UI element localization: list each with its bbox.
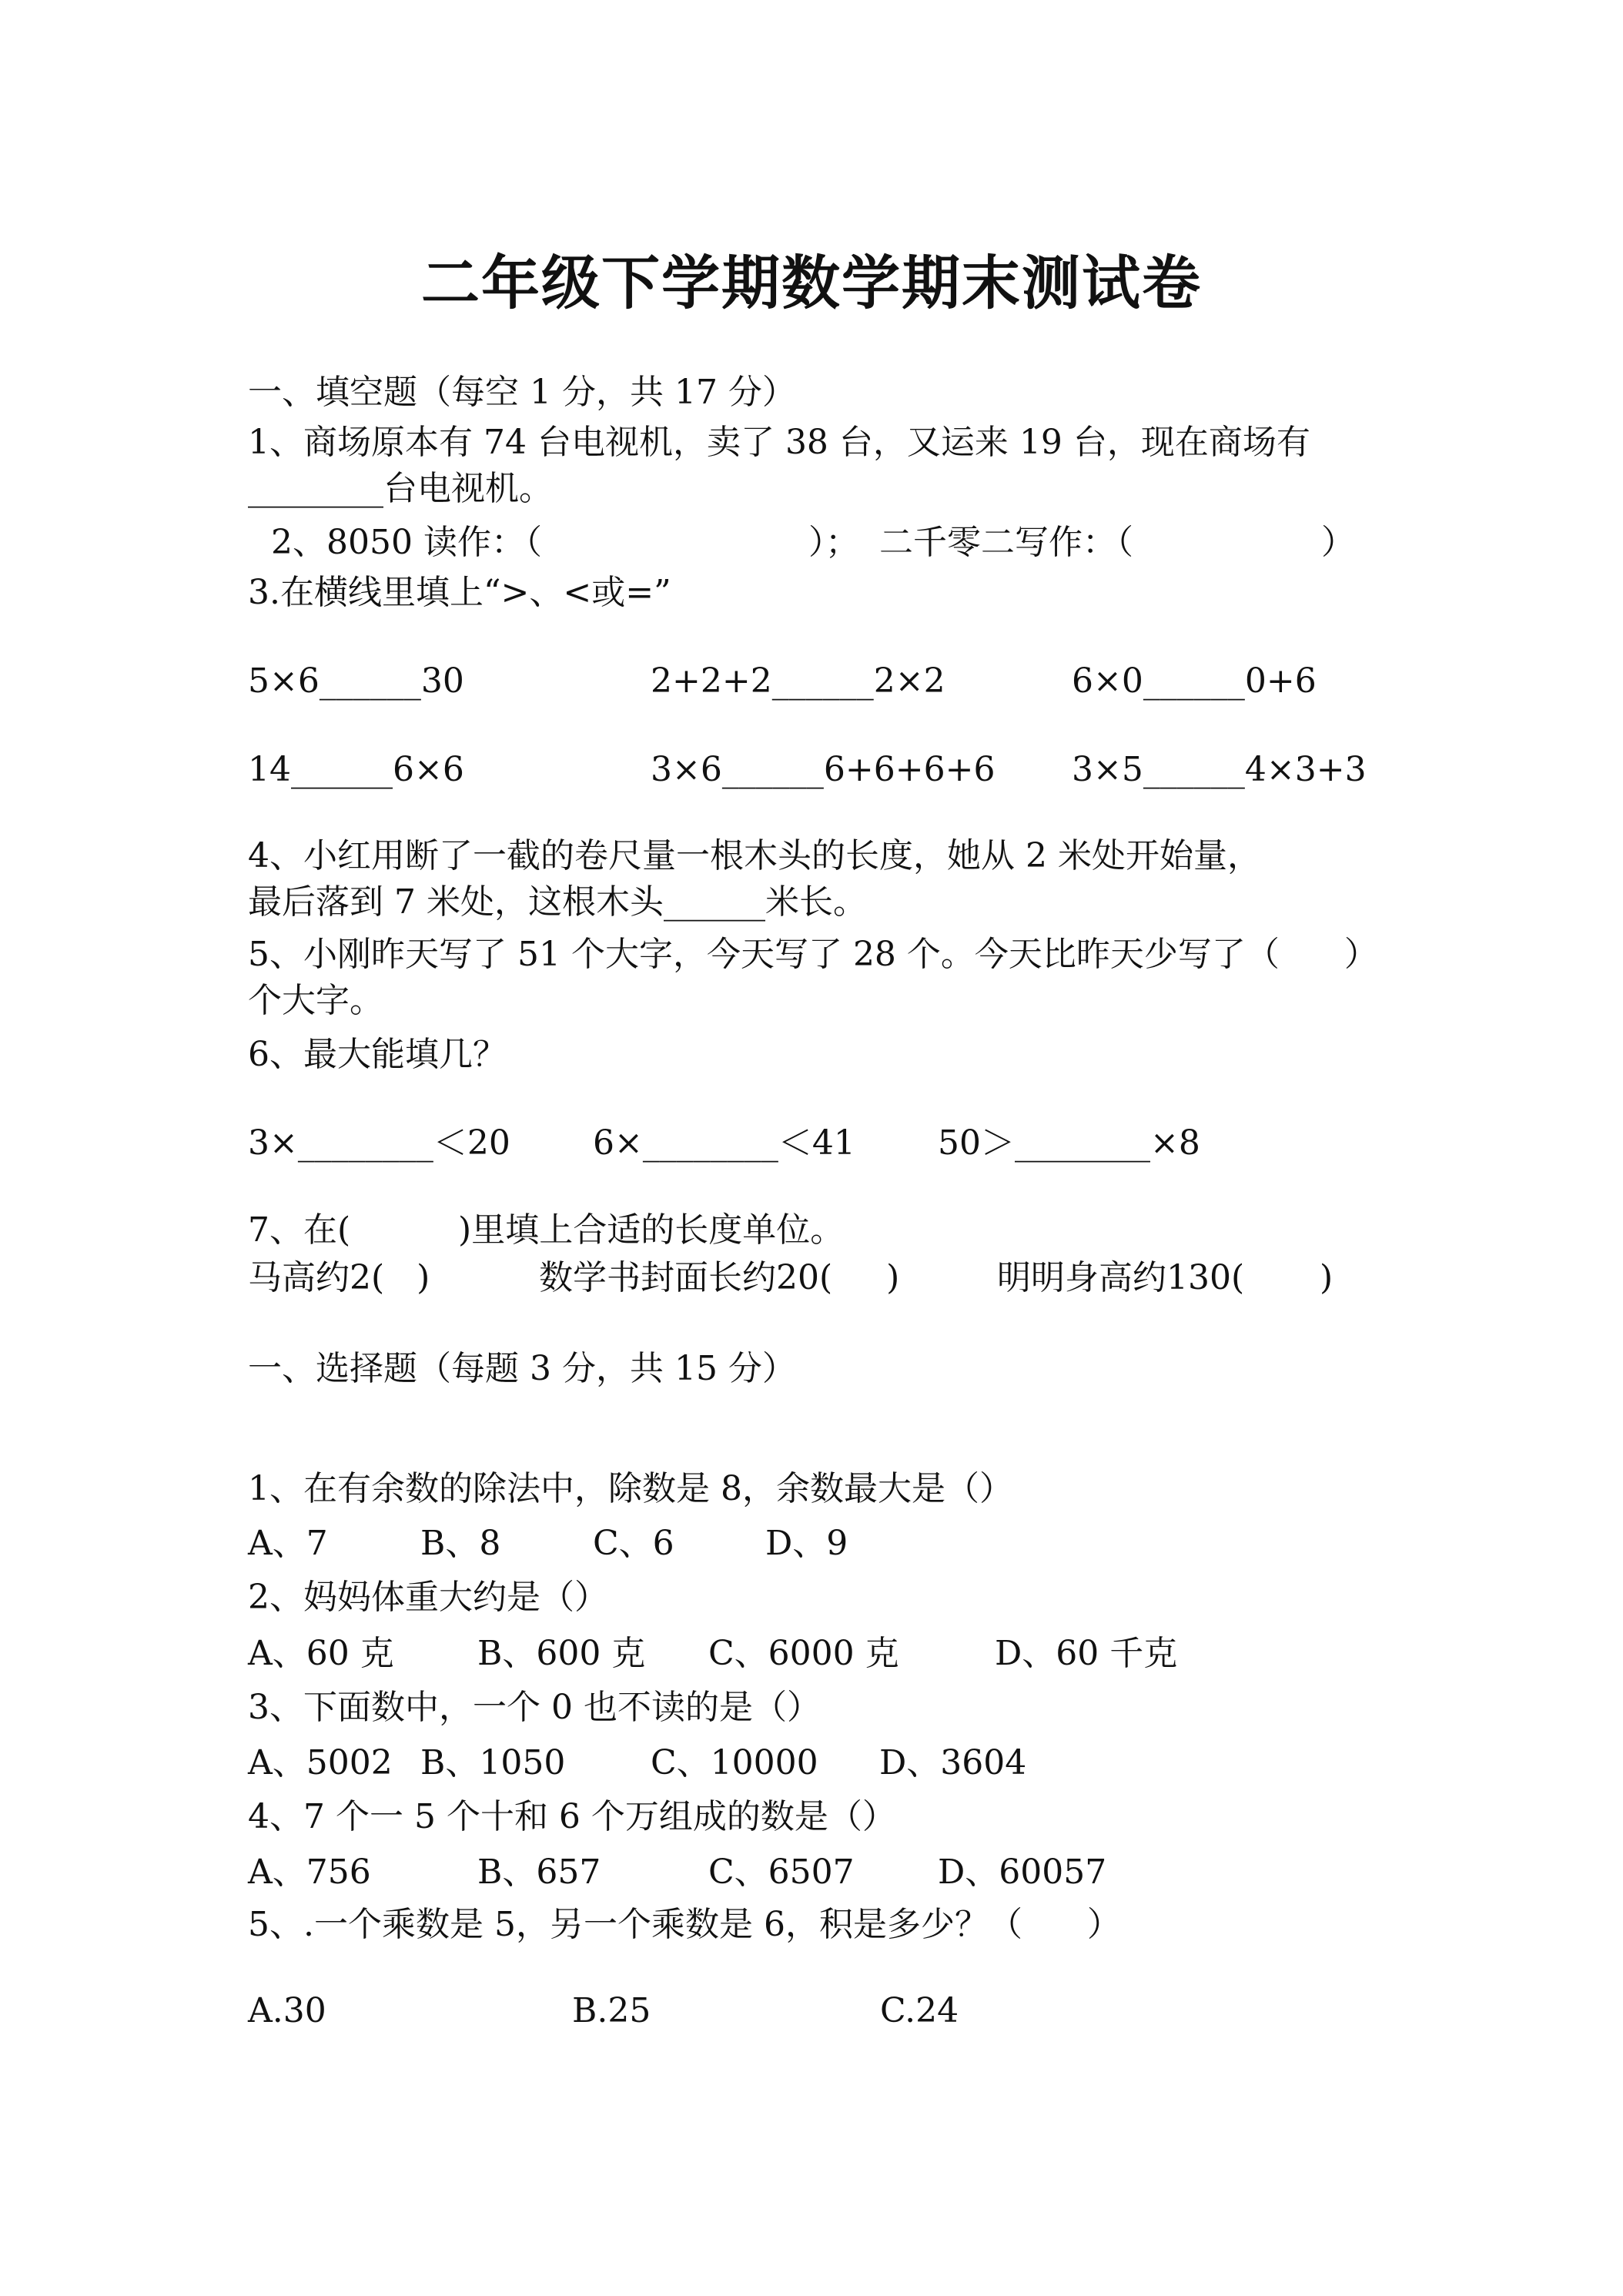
question-4-line-2: 最后落到 7 米处，这根木头______米长。 bbox=[248, 882, 867, 922]
fill-max-item: 6×________＜41 bbox=[593, 1123, 855, 1163]
choice-option: A、60 克 bbox=[248, 1634, 394, 1673]
choice-option: C、10000 bbox=[651, 1743, 818, 1782]
compare-item: 6×0______0+6 bbox=[1072, 661, 1317, 701]
fill-max-item: 3×________＜20 bbox=[248, 1123, 510, 1163]
question-2-read: 2、8050 读作：（ bbox=[271, 523, 542, 562]
question-5-line-2: 个大字。 bbox=[248, 981, 383, 1020]
question-2-read-close: ）； bbox=[808, 523, 859, 562]
compare-item: 14______6×6 bbox=[248, 750, 464, 789]
question-3: 3.在横线里填上“>、<或=” bbox=[248, 573, 671, 612]
question-6: 6、最大能填几？ bbox=[248, 1035, 507, 1074]
unit-item: 马高约2( ) bbox=[248, 1258, 430, 1297]
choice-option: B、8 bbox=[420, 1524, 501, 1563]
choice-option: B、1050 bbox=[420, 1743, 566, 1782]
question-2-write-close: ） bbox=[1321, 523, 1355, 562]
choice-question-5: 5、.一个乘数是 5，另一个乘数是 6，积是多少？（ ） bbox=[248, 1905, 1121, 1944]
compare-item: 2+2+2______2×2 bbox=[651, 661, 945, 701]
choice-option: A、756 bbox=[248, 1853, 371, 1892]
choice-option: B、600 克 bbox=[477, 1634, 646, 1673]
question-2-write: 二千零二写作：（ bbox=[879, 523, 1133, 562]
choice-question-1: 1、在有余数的除法中，除数是 8，余数最大是（） bbox=[248, 1469, 1013, 1508]
choice-option: C.24 bbox=[880, 1991, 959, 2030]
section-heading-multiple-choice: 一、选择题（每题 3 分，共 15 分） bbox=[248, 1349, 796, 1388]
question-1-line-2: ________台电视机。 bbox=[248, 469, 553, 508]
choice-option: D、9 bbox=[765, 1524, 848, 1563]
choice-option: D、3604 bbox=[879, 1743, 1027, 1782]
section-heading-fill-blank: 一、填空题（每空 1 分，共 17 分） bbox=[248, 373, 796, 412]
choice-option: C、6 bbox=[593, 1524, 674, 1563]
question-4-line-1: 4、小红用断了一截的卷尺量一根木头的长度，她从 2 米处开始量， bbox=[248, 836, 1261, 875]
choice-option: B.25 bbox=[572, 1991, 651, 2030]
choice-question-4: 4、7 个一 5 个十和 6 个万组成的数是（） bbox=[248, 1797, 896, 1836]
choice-question-2: 2、妈妈体重大约是（） bbox=[248, 1578, 608, 1617]
choice-option: C、6507 bbox=[708, 1853, 855, 1892]
page-title: 二年级下学期数学期末测试卷 bbox=[421, 249, 1202, 317]
compare-item: 3×5______4×3+3 bbox=[1072, 750, 1367, 789]
question-7: 7、在( )里填上合适的长度单位。 bbox=[248, 1210, 845, 1250]
choice-option: A、7 bbox=[248, 1524, 328, 1563]
compare-item: 5×6______30 bbox=[248, 661, 464, 701]
question-5-line-1: 5、小刚昨天写了 51 个大字，今天写了 28 个。今天比昨天少写了（ ） bbox=[248, 935, 1378, 974]
choice-option: C、6000 克 bbox=[708, 1634, 899, 1673]
choice-option: A、5002 bbox=[248, 1743, 393, 1782]
fill-max-item: 50＞________×8 bbox=[938, 1123, 1200, 1163]
choice-option: A.30 bbox=[248, 1991, 326, 2030]
compare-item: 3×6______6+6+6+6 bbox=[651, 750, 996, 789]
unit-item: 数学书封面长约20( ) bbox=[539, 1258, 900, 1297]
choice-question-3: 3、下面数中，一个 0 也不读的是（） bbox=[248, 1688, 821, 1727]
unit-item: 明明身高约130( ) bbox=[997, 1258, 1334, 1297]
choice-option: D、60057 bbox=[938, 1853, 1107, 1892]
question-1-line-1: 1、商场原本有 74 台电视机，卖了 38 台，又运来 19 台，现在商场有 bbox=[248, 423, 1310, 462]
choice-option: D、60 千克 bbox=[995, 1634, 1178, 1673]
choice-option: B、657 bbox=[477, 1853, 601, 1892]
